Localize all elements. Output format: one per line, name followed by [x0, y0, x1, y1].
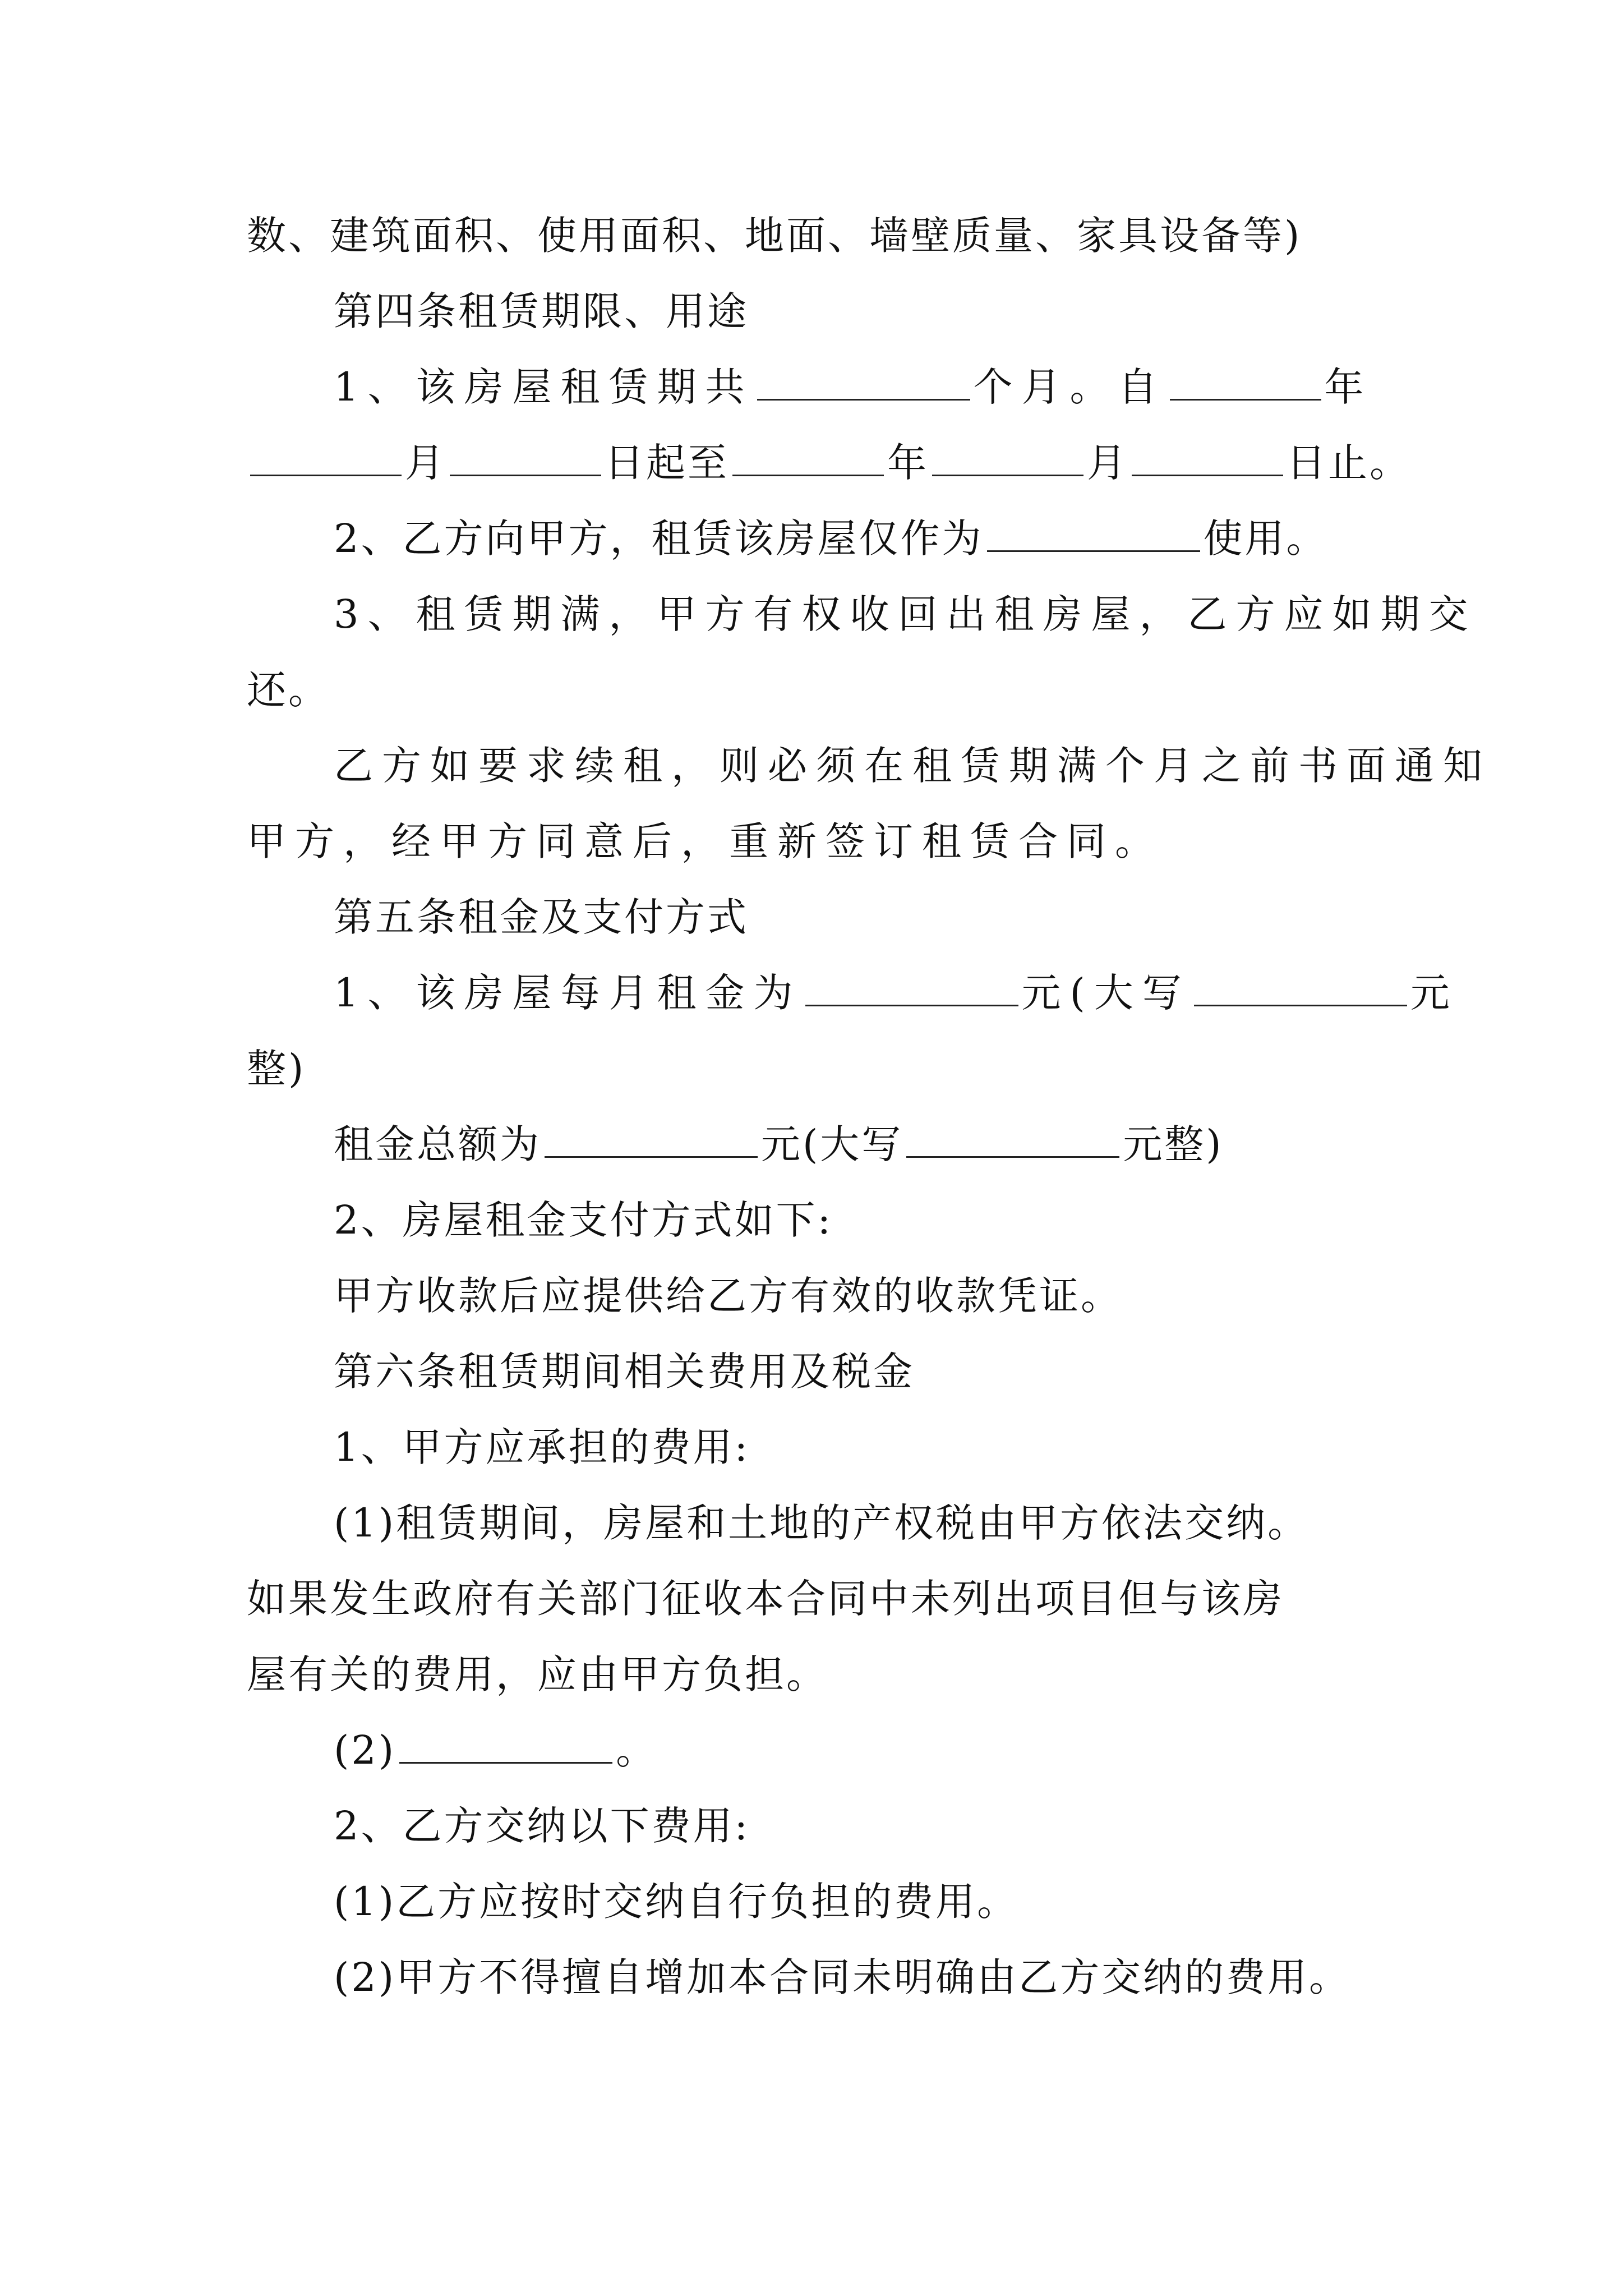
blank-field: [1194, 970, 1407, 1006]
text-line: 如果发生政府有关部门征收本合同中未列出项目但与该房: [247, 1576, 1284, 1622]
text-line: 数、建筑面积、使用面积、地面、墙壁质量、家具设备等): [247, 213, 1302, 259]
text-line: 月 日起至 年 月 日止。: [247, 435, 1413, 491]
text-line: (2)甲方不得擅自增加本合同未明确由乙方交纳的费用。: [334, 1954, 1351, 2000]
text-line: 屋有关的费用，应由甲方负担。: [247, 1651, 828, 1697]
text-line: 2、房屋租金支付方式如下:: [334, 1197, 833, 1243]
text-line: (2) 。: [334, 1727, 658, 1773]
text-line: (1)租赁期间，房屋和土地的产权税由甲方依法交纳。: [334, 1500, 1310, 1546]
blank-field: [1132, 440, 1283, 476]
blank-field: [757, 364, 970, 401]
blank-field: [732, 440, 884, 476]
article-heading: 第六条租赁期间相关费用及税金: [334, 1349, 915, 1395]
blank-field: [250, 440, 402, 476]
blank-field: [805, 970, 1018, 1006]
blank-field: [450, 440, 601, 476]
blank-field: [987, 516, 1200, 552]
text-line: 乙方如要求续租，则必须在租赁期满个月之前书面通知: [334, 743, 1491, 789]
article-heading: 第四条租赁期限、用途: [334, 288, 749, 334]
text-line: 还。: [247, 667, 330, 713]
text-line: 1、甲方应承担的费用:: [334, 1424, 750, 1470]
blank-field: [399, 1727, 612, 1764]
article-heading: 第五条租金及支付方式: [334, 894, 749, 940]
blank-field: [1170, 364, 1321, 401]
blank-field: [932, 440, 1083, 476]
text-line: 甲方，经甲方同意后，重新签订租赁合同。: [247, 818, 1163, 864]
text-line: 1、该房屋租赁期共 个月。自 年: [334, 364, 1373, 410]
blank-field: [906, 1121, 1119, 1158]
text-line: (1)乙方应按时交纳自行负担的费用。: [334, 1879, 1019, 1925]
text-line: 2、乙方向甲方，租赁该房屋仅作为 使用。: [334, 516, 1328, 562]
text-line: 甲方收款后应提供给乙方有效的收款凭证。: [334, 1273, 1122, 1319]
text-line: 1、该房屋每月租金为 元(大写 元: [334, 970, 1459, 1016]
text-line: 2、乙方交纳以下费用:: [334, 1803, 750, 1849]
blank-field: [545, 1121, 758, 1158]
text-line: 整): [247, 1046, 306, 1092]
text-line: 租金总额为 元(大写 元整): [334, 1121, 1224, 1167]
text-line: 3、租赁期满，甲方有权收回出租房屋，乙方应如期交: [334, 591, 1477, 637]
